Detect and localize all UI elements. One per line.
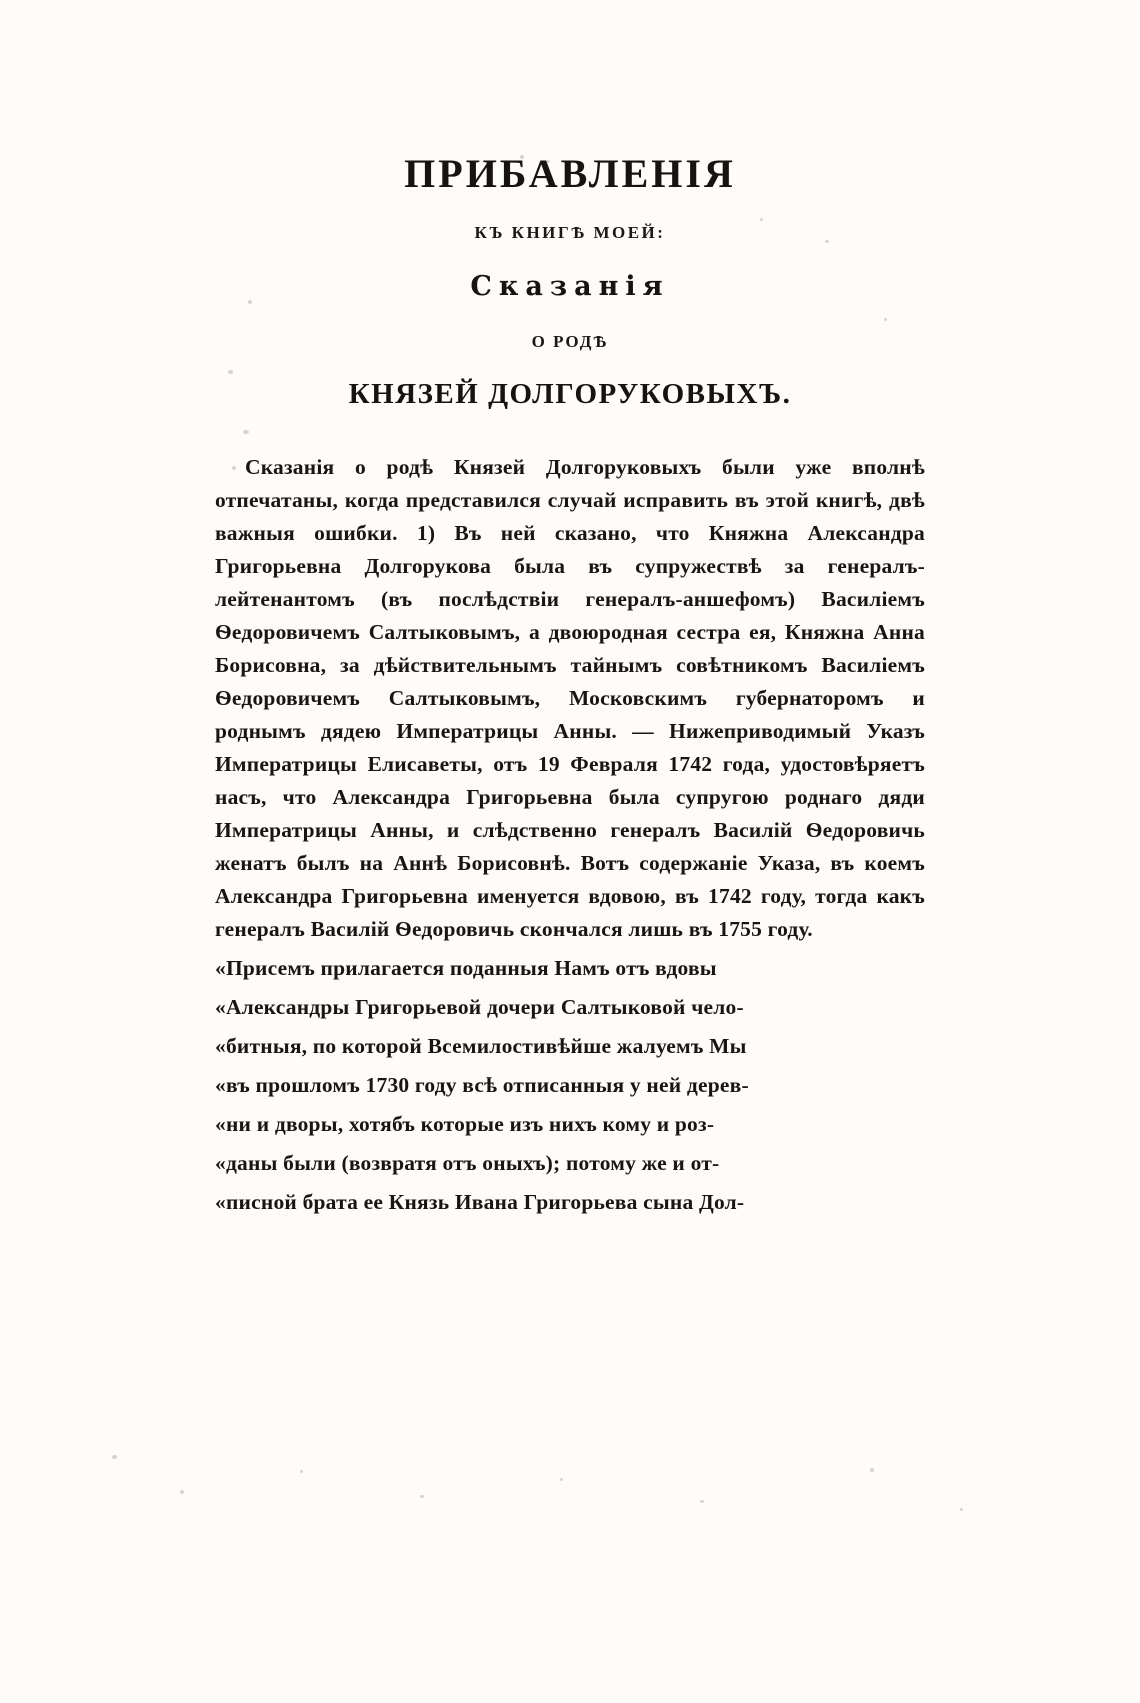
paper-speck-icon — [870, 1468, 874, 1472]
paper-speck-icon — [180, 1490, 184, 1494]
quote-line: «Присемъ прилагается поданныя Намъ отъ вдовы — [215, 956, 717, 980]
quote-line: «въ прошломъ 1730 году всѣ отписанныя у ней дерев- — [215, 1073, 749, 1097]
paper-speck-icon — [112, 1455, 117, 1459]
decree-quote-block — [215, 952, 925, 1219]
quote-line: «писной брата ее Князь Ивана Григорьева сына Дол- — [215, 1190, 745, 1214]
paper-speck-icon — [700, 1500, 704, 1503]
quote-line: «Александры Григорьевой дочери Салтыковой чело- — [215, 995, 744, 1019]
page-content — [215, 150, 925, 1225]
paper-speck-icon — [560, 1478, 563, 1481]
paper-speck-icon — [960, 1508, 963, 1511]
paper-speck-icon — [300, 1470, 303, 1473]
page-title: ПРИБАВЛЕНІЯ — [404, 151, 736, 196]
subtitle-about-the-family: О РОДѢ — [531, 332, 609, 351]
family-name-title: КНЯЗЕЙ ДОЛГОРУКОВЫХЪ. — [348, 378, 792, 410]
subtitle-to-my-book: КЪ КНИГѢ МОЕЙ: — [474, 223, 666, 242]
quote-line: «битныя, по которой Всемилостивѣйше жалуемъ Мы — [215, 1034, 747, 1058]
body-paragraph: Сказанія о родѣ Князей Долгоруковыхъ были уже вполнѣ отпечатаны, когда представился случай исправить въ этой книгѣ, двѣ важныя ошибки. 1) Въ ней сказано, что Княжна Александра Григорьевна Долгорукова была въ супружествѣ за генералъ-лейтенантомъ (въ послѣдствіи генералъ-аншефомъ) Василіемъ Ѳедоровичемъ Салтыковымъ, а двоюродная сестра ея, Княжна Анна Борисовна, за дѣйствительнымъ тайнымъ совѣтникомъ Василіемъ Ѳедоровичемъ Салтыковымъ, Московскимъ губернаторомъ и роднымъ дядею Императрицы Анны. — Нижеприводимый Указъ Императрицы Елисаветы, отъ 19 Февраля 1742 года, удостовѣряетъ насъ, что Александра Григорьевна была супругою роднаго дяди Императрицы Анны, и слѣдственно генералъ Василій Ѳедоровичь женатъ былъ на Аннѣ Борисовнѣ. Вотъ содержаніе Указа, въ коемъ Александра Григорьевна именуется вдовою, въ 1742 году, тогда какъ генералъ Василій Ѳедоровичь скончался лишь въ 1755 году. — [215, 455, 925, 941]
quote-line: «ни и дворы, хотябъ которые изъ нихъ кому и роз- — [215, 1112, 715, 1136]
work-title: Сказанія — [470, 271, 670, 302]
quote-line: «даны были (возвратя отъ оныхъ); потому же и от- — [215, 1151, 720, 1175]
paper-speck-icon — [420, 1495, 424, 1498]
